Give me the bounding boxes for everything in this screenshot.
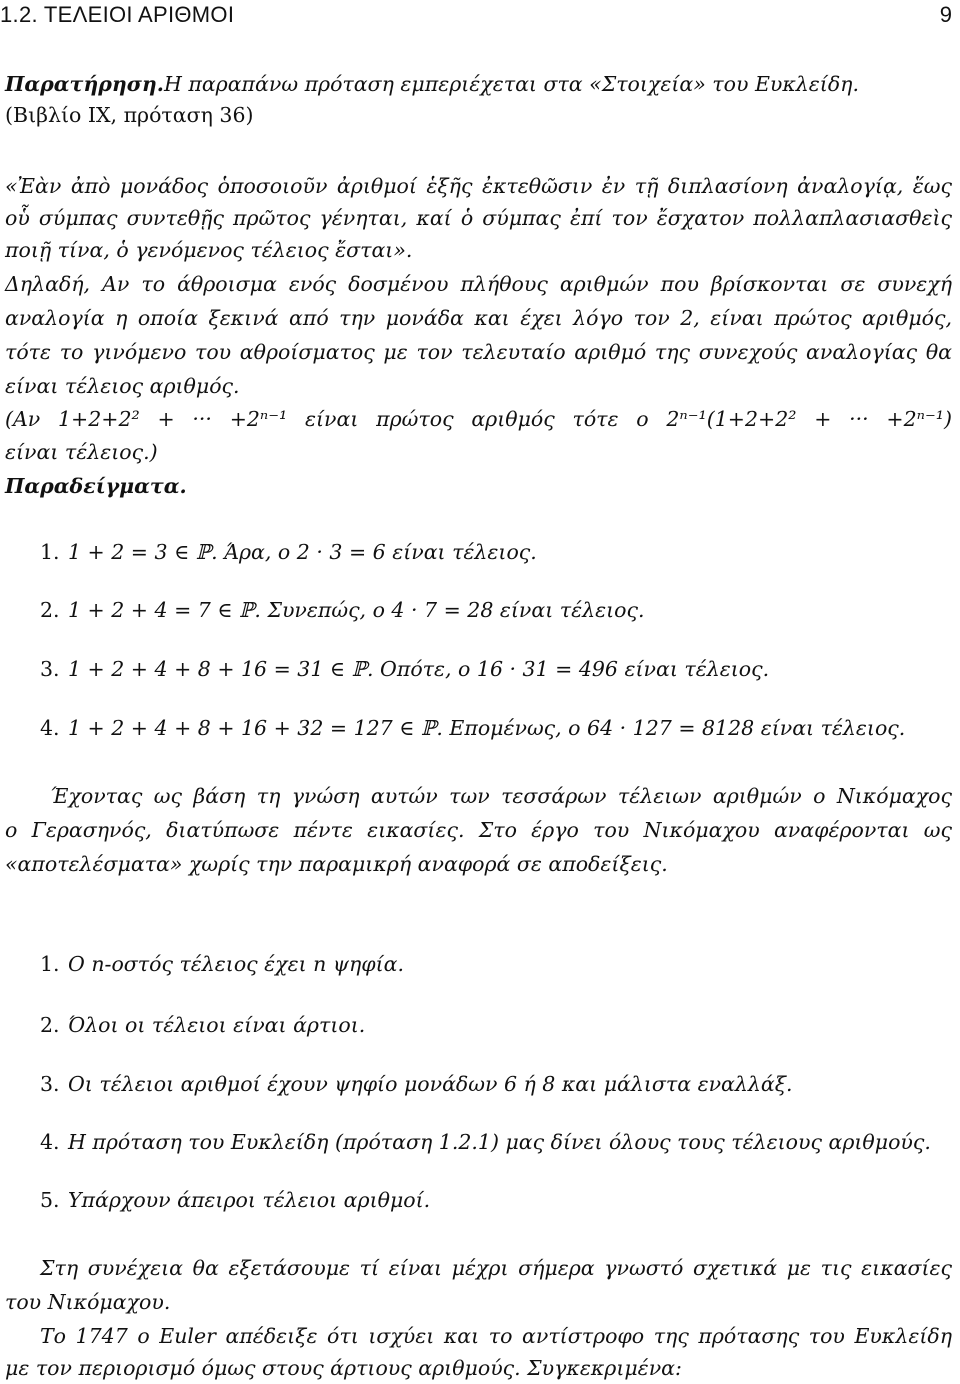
example-number: 2. <box>40 598 60 622</box>
conjecture-text: Όλοι οι τέλειοι είναι άρτιοι. <box>68 1013 366 1037</box>
conjecture-number: 2. <box>40 1013 60 1037</box>
example-item-2 <box>40 596 952 624</box>
conjecture-number: 4. <box>40 1130 60 1154</box>
explanation-line-4: είναι τέλειος αριθμός. <box>5 374 240 398</box>
closing-line-2: του Νικόμαχου. <box>5 1290 171 1314</box>
example-text: 1 + 2 + 4 + 8 + 16 + 32 = 127 ∈ ℙ. Επομένως, ο 64 · 127 = 8128 είναι τέλειος. <box>68 716 906 740</box>
remark-line-2: (Βιβλίο IX, πρόταση 36) <box>5 103 254 127</box>
explanation-line-5: (Αν 1+2+2² + ··· +2ⁿ⁻¹ είναι πρώτος αριθμός τότε ο 2ⁿ⁻¹(1+2+2² + ··· +2ⁿ⁻¹) <box>5 407 952 431</box>
conjecture-text: Υπάρχουν άπειροι τέλειοι αριθμοί. <box>68 1188 431 1212</box>
explanation-line-1: Δηλαδή, Αν το άθροισμα ενός δοσμένου πλήθους αριθμών που βρίσκονται σε συνεχή <box>5 272 952 296</box>
closing-line-3: Το 1747 ο Euler απέδειξε ότι ισχύει και το αντίστροφο της πρότασης του Ευκλείδη <box>40 1324 952 1348</box>
quote-line-1: «Ἐὰν ἀπὸ μονάδος ὁποσοιοῦν ἀριθμοί ἑξῆς ἐκτεθῶσιν ἐν τῇ διπλασίονη ἀναλογίᾳ, ἕως <box>5 174 952 198</box>
conjecture-number: 5. <box>40 1188 60 1212</box>
closing-line-4: με τον περιορισμό όμως στους άρτιους αριθμούς. Συγκεκριμένα: <box>5 1356 682 1380</box>
example-item-3 <box>40 655 952 683</box>
conjecture-number: 3. <box>40 1072 60 1096</box>
conjecture-item-5 <box>40 1186 952 1214</box>
conjecture-item-1 <box>40 950 952 978</box>
closing-line-1: Στη συνέχεια θα εξετάσουμε τί είναι μέχρι σήμερα γνωστό σχετικά με τις εικασίες <box>40 1256 952 1280</box>
example-text: 1 + 2 + 4 + 8 + 16 = 31 ∈ ℙ. Οπότε, ο 16 · 31 = 496 είναι τέλειος. <box>68 657 770 681</box>
example-text: 1 + 2 = 3 ∈ ℙ. Άρα, ο 2 · 3 = 6 είναι τέλειος. <box>68 540 537 564</box>
example-number: 4. <box>40 716 60 740</box>
conjecture-text: Η πρόταση του Ευκλείδη (πρόταση 1.2.1) μας δίνει όλους τους τέλειους αριθμούς. <box>68 1130 931 1154</box>
explanation-line-2: αναλογία η οποία ξεκινά από την μονάδα και έχει λόγο τον 2, είναι πρώτος αριθμός, <box>5 306 952 330</box>
explanation-line-3: τότε το γινόμενο του αθροίσματος με τον τελευταίο αριθμό της συνεχούς αναλογίας θα <box>5 340 952 364</box>
conjecture-item-3 <box>40 1070 952 1098</box>
examples-heading: Παραδείγματα. <box>5 474 187 498</box>
conjecture-number: 1. <box>40 952 60 976</box>
nicomachus-line-1: Έχοντας ως βάση τη γνώση αυτών των τεσσάρων τέλειων αριθμών ο Νικόμαχος <box>50 784 952 808</box>
nicomachus-line-3: «αποτελέσματα» χωρίς την παραμικρή αναφορά σε αποδείξεις. <box>5 852 668 876</box>
conjecture-text: Ο n-οστός τέλειος έχει n ψηφία. <box>68 952 404 976</box>
conjecture-item-4 <box>40 1128 952 1156</box>
explanation-line-6: είναι τέλειος.) <box>5 440 158 464</box>
example-text: 1 + 2 + 4 = 7 ∈ ℙ. Συνεπώς, ο 4 · 7 = 28 είναι τέλειος. <box>68 598 645 622</box>
example-item-4 <box>40 714 952 742</box>
quote-line-3: ποιῇ τίνα, ὁ γενόμενος τέλειος ἔσται». <box>5 238 413 262</box>
conjecture-text: Οι τέλειοι αριθμοί έχουν ψηφίο μονάδων 6 ή 8 και μάλιστα εναλλάξ. <box>68 1072 793 1096</box>
conjecture-item-2 <box>40 1011 952 1039</box>
section-title: 1.2. ΤΕΛΕΙΟΙ ΑΡΙΘΜΟΙ <box>0 2 235 27</box>
running-header <box>0 0 960 30</box>
example-number: 1. <box>40 540 60 564</box>
remark-text: Η παραπάνω πρόταση εμπεριέχεται στα «Στοιχεία» του Ευκλείδη. <box>163 72 859 96</box>
quote-line-2: οὗ σύμπας συντεθῇς πρῶτος γένηται, καί ὁ σύμπας ἐπί τον ἔσχατον πολλαπλασιασθεὶς <box>5 206 952 230</box>
remark-label: Παρατήρηση. <box>5 72 164 96</box>
nicomachus-line-2: ο Γερασηνός, διατύπωσε πέντε εικασίες. Στο έργο του Νικόμαχου αναφέρονται ως <box>5 818 952 842</box>
remark-line-1 <box>5 70 952 98</box>
example-number: 3. <box>40 657 60 681</box>
example-item-1 <box>40 538 952 566</box>
page-number: 9 <box>939 2 952 27</box>
